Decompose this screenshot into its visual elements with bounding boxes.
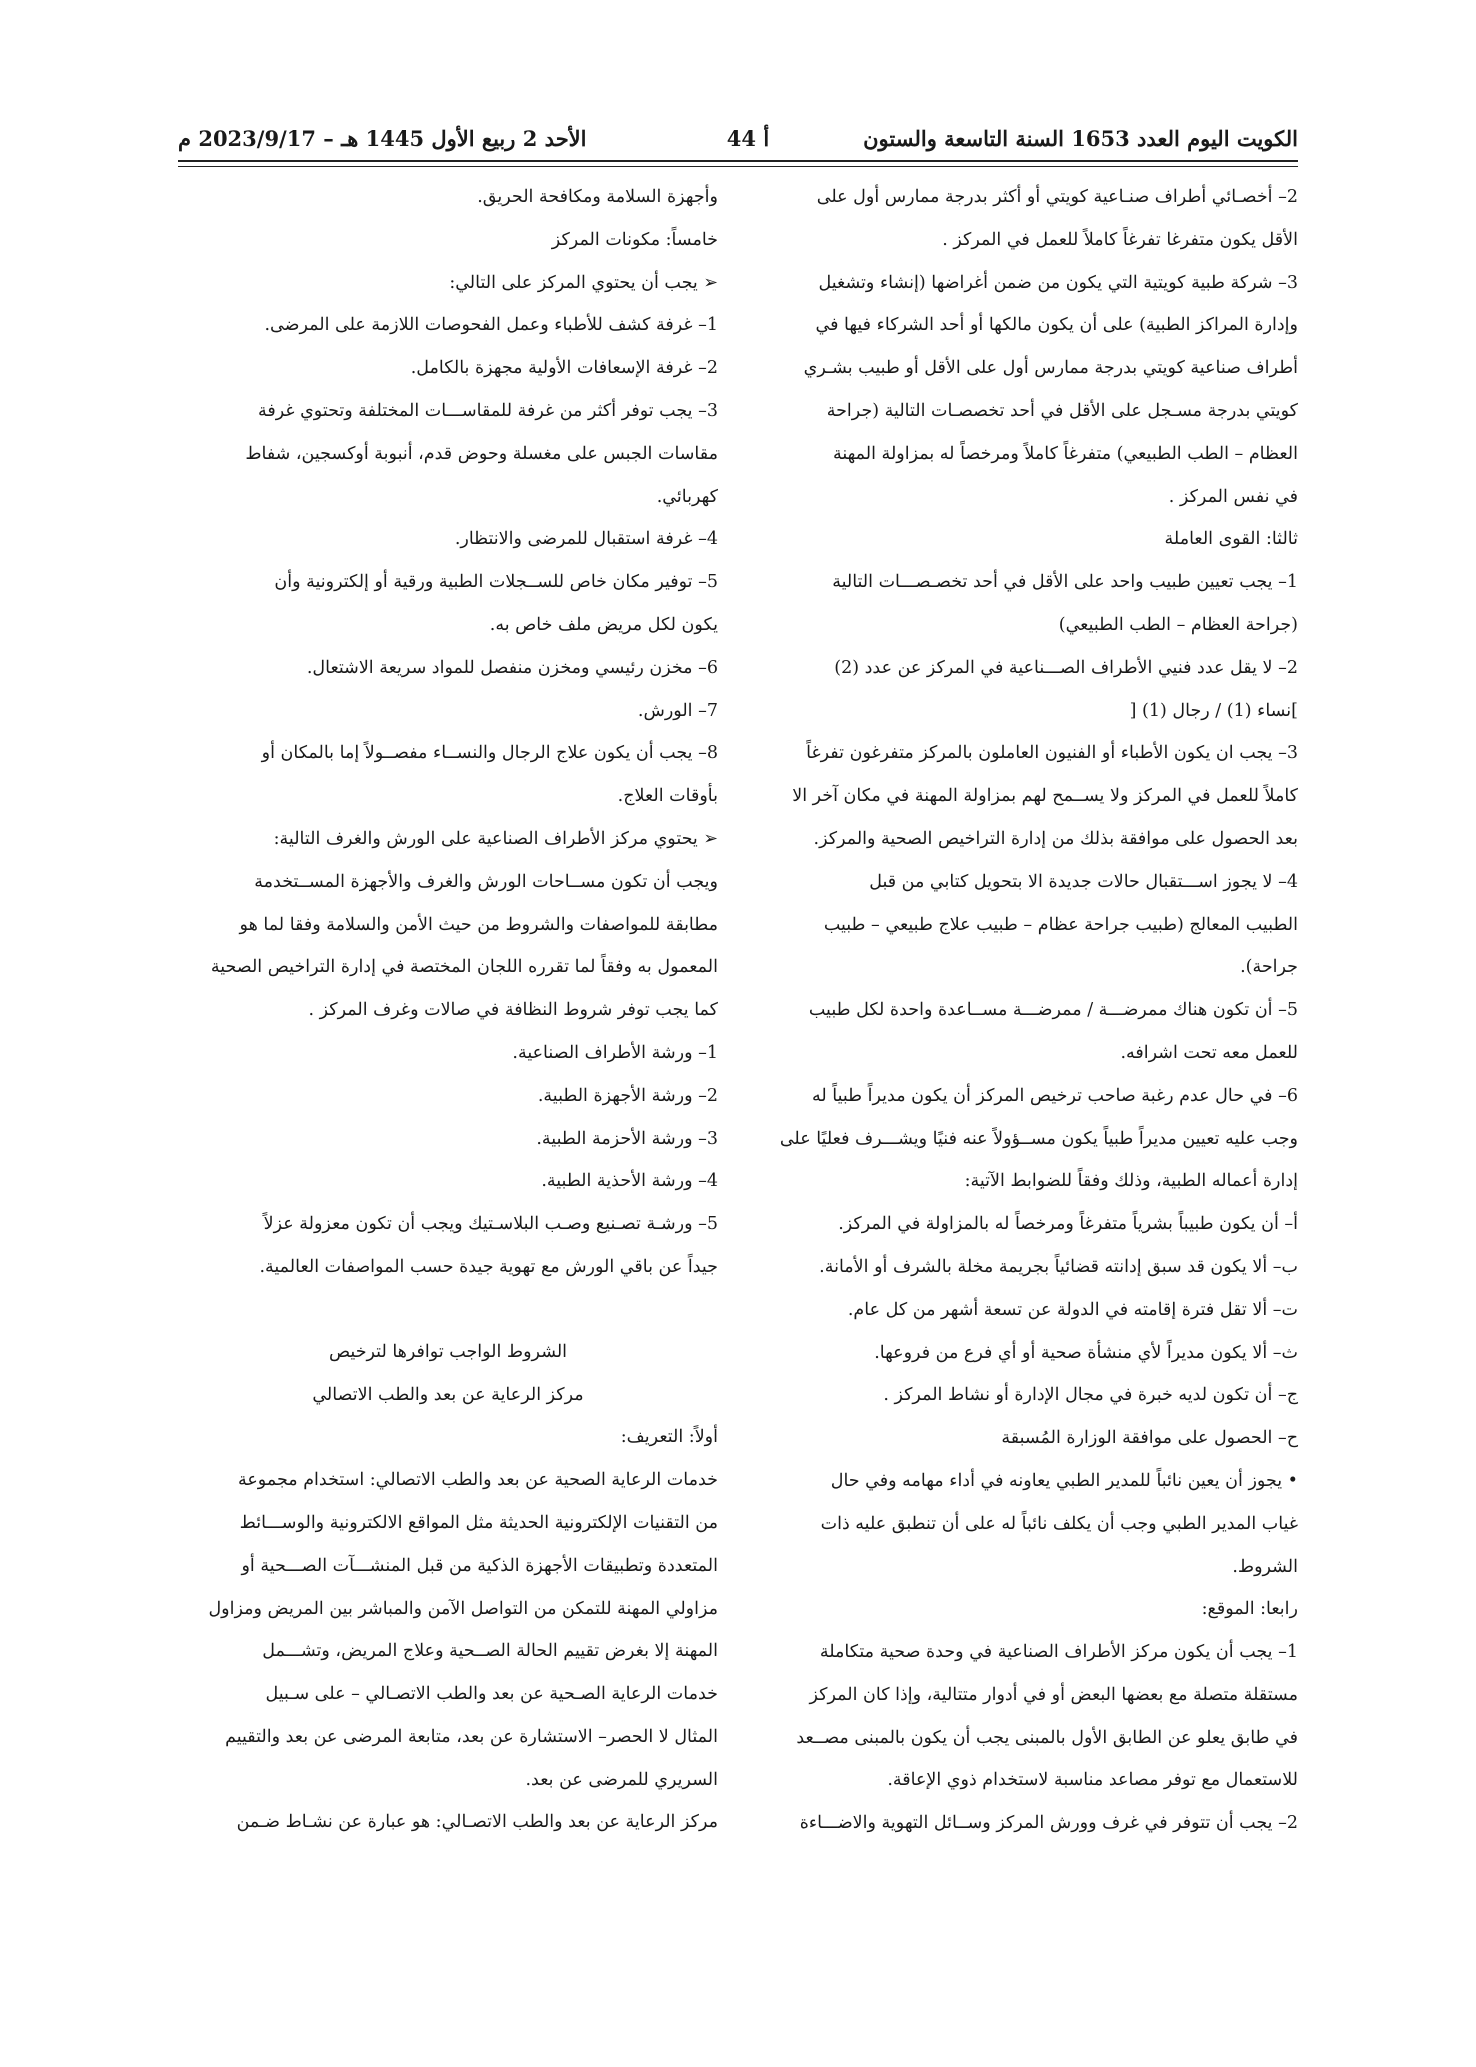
header-issue: الكويت اليوم العدد 1653 السنة التاسعة والستون [863,126,1298,151]
text-line: مركز الرعاية عن بعد والطب الاتصـالي: هو عبارة عن نشـاط ضـمن [236,1812,718,1833]
text-line: أولاً: التعريف: [620,1427,718,1448]
text-line: الأقل يكون متفرغا تفرغاً كاملاً للعمل في المركز . [942,229,1298,250]
text-line: العظام – الطب الطبيعي) متفرغاً كاملاً ومرخصاً له بمزاولة المهنة [832,443,1298,464]
text-line: 6– مخزن رئيسي ومخزن منفصل للمواد سريعة الاشتعال. [306,657,718,678]
text-line: (جراحة العظام – الطب الطبيعي) [1058,614,1298,635]
text-line: الشروط الواجب توافرها لترخيص [328,1341,568,1362]
text-line: بعد الحصول على موافقة بذلك من إدارة التراخيص الصحية والمركز. [813,828,1298,849]
text-line: المثال لا الحصر– الاستشارة عن بعد، متابعة المرضى عن بعد والتقييم [225,1726,718,1747]
text-line: 4– ورشة الأحذية الطبية. [541,1171,718,1192]
text-line: 4– غرفة استقبال للمرضى والانتظار. [454,529,718,550]
text-line: مطابقة للمواصفات والشروط من حيث الأمن والسلامة وفقا لما هو [239,914,718,935]
text-line: 6– في حال عدم رغبة صاحب ترخيص المركز أن يكون مديراً طبياً له [811,1085,1298,1106]
section-title [178,1331,718,1417]
text-line: 4– لا يجوز اســـتقبال حالات جديدة الا بتحويل كتابي من قبل [869,871,1298,892]
text-line: ]نساء (1) / رجال (1) [ [1129,700,1298,721]
text-line: بأوقات العلاج. [617,786,718,807]
text-line: 5– أن تكون هناك ممرضـــة / ممرضـــة مســاعدة واحدة لكل طبيب [808,1000,1298,1021]
text-line: جراحة). [1240,957,1298,978]
text-line: في طابق يعلو عن الطابق الأول بالمبنى يجب أن يكون بالمبنى مصــعد [796,1727,1298,1748]
text-line: كويتي بدرجة مسـجل على الأقل في أحد تخصصـات التالية (جراحة [826,400,1298,421]
text-line: في نفس المركز . [1168,486,1298,507]
text-line: ويجب أن تكون مســاحات الورش والغرف والأجهزة المســتخدمة [254,871,718,892]
text-line: المهنة إلا بغرض تقييم الحالة الصــحية وعلاج المريض، وتشـــمل [262,1641,718,1662]
text-line: 2– ورشة الأجهزة الطبية. [537,1085,718,1106]
text-line: غياب المدير الطبي وجب أن يكلف نائباً له على أن تنطبق عليه ذات [820,1513,1298,1534]
text-line: أ– أن يكون طبيباً بشرياً متفرغاً ومرخصاً له بالمزاولة في المركز. [838,1214,1298,1235]
text-line: 1– ورشة الأطراف الصناعية. [512,1042,718,1063]
text-line: 3– يجب توفر أكثر من غرفة للمقاســـات المختلفة وتحتوي غرفة [257,400,718,421]
text-line: ثالثا: القوى العاملة [1164,529,1298,550]
text-line: 1– يجب تعيين طبيب واحد على الأقل في أحد تخصـصـــات التالية [832,572,1298,593]
text-line: مزاولي المهنة للتمكن من التواصل الآمن والمباشر بين المريض ومزاول [208,1598,718,1619]
text-line: ت– ألا تقل فترة إقامته في الدولة عن تسعة أشهر من كل عام. [847,1299,1298,1320]
left-column-bottom [178,1416,718,1844]
text-line: ح– الحصول على موافقة الوزارة المُسبقة [1001,1428,1298,1449]
text-line: • يجوز أن يعين نائباً للمدير الطبي يعاونه في أداء مهامه وفي حال [830,1470,1298,1491]
header-page-number: أ 44 [726,126,770,151]
text-line: 8– يجب أن يكون علاج الرجال والنســاء مفصــولاً إما بالمكان أو [261,743,718,764]
section-gap [178,1289,718,1331]
header-rule-thick [178,160,1298,162]
text-line: للاستعمال مع توفر مصاعد مناسبة لاستخدام ذوي الإعاقة. [887,1770,1298,1791]
text-line: خدمات الرعاية الصـحية عن بعد والطب الاتصـالي – على سـبيل [265,1684,718,1705]
text-line: خامساً: مكونات المركز [551,229,718,250]
right-column [758,176,1298,1845]
text-line: مقاسات الجبس على مغسلة وحوض قدم، أنبوبة أوكسجين، شفاط [245,443,718,464]
text-line: السريري للمرضى عن بعد. [525,1769,718,1790]
text-line: كاملاً للعمل في المركز ولا يســمح لهم بمزاولة المهنة في مكان آخر الا [792,786,1298,807]
text-line: 3– يجب ان يكون الأطباء أو الفنيون العاملون بالمركز متفرغون تفرغاً [806,743,1298,764]
text-line: 5– توفير مكان خاص للســجلات الطبية ورقية أو إلكترونية وأن [274,572,718,593]
text-line: الطبيب المعالج (طبيب جراحة عظام – طبيب علاج طبيعي – طبيب [823,914,1298,935]
text-line: 2– غرفة الإسعافات الأولية مجهزة بالكامل. [410,358,718,379]
text-line: 5– ورشـة تصـنيع وصـب البلاسـتيك ويجب أن تكون معزولة عزلاً [263,1214,718,1235]
text-line: من التقنيات الإلكترونية الحديثة مثل المواقع الالكترونية والوســـائط [239,1512,718,1533]
text-line: أطراف صناعية كويتي بدرجة ممارس أول على الأقل أو طبيب بشـري [803,358,1298,379]
text-line: ➢ يحتوي مركز الأطراف الصناعية على الورش والغرف التالية: [273,828,718,849]
text-line: وأجهزة السلامة ومكافحة الحريق. [477,187,718,207]
header-rule-thin [178,166,1298,167]
text-line: يكون لكل مريض ملف خاص به. [489,614,718,635]
text-line: رابعا: الموقع: [1201,1599,1298,1620]
text-line: ث– ألا يكون مديراً لأي منشأة صحية أو أي فرع من فروعها. [874,1342,1298,1363]
text-line: إدارة أعماله الطبية، وذلك وفقاً للضوابط الآتية: [964,1171,1298,1192]
text-line: ب– ألا يكون قد سبق إدانته قضائياً بجريمة مخلة بالشرف أو الأمانة. [819,1256,1298,1277]
text-line: ج– أن تكون لديه خبرة في مجال الإدارة أو نشاط المركز . [883,1385,1298,1406]
text-line: خدمات الرعاية الصحية عن بعد والطب الاتصالي: استخدام مجموعة [237,1470,718,1491]
text-line: كهربائي. [656,486,718,507]
text-line: المعمول به وفقاً لما تقرره اللجان المختصة في إدارة التراخيص الصحية [210,957,718,978]
text-line: ➢ يجب أن يحتوي المركز على التالي: [449,272,718,293]
left-column-top [178,176,718,1289]
text-line: للعمل معه تحت اشرافه. [1120,1042,1298,1063]
text-line: مستقلة متصلة مع بعضها البعض أو في أدوار متتالية، وإذا كان المركز [809,1684,1298,1705]
text-line: 2– لا يقل عدد فنيي الأطراف الصـــناعية في المركز عن عدد (2) [834,657,1298,678]
text-line: جيداً عن باقي الورش مع تهوية جيدة حسب المواصفات العالمية. [259,1256,718,1277]
text-line: 3– شركة طبية كويتية التي يكون من ضمن أغراضها (إنشاء وتشغيل [818,272,1298,293]
text-line: 3– ورشة الأحزمة الطبية. [536,1128,718,1149]
left-column [178,176,718,1844]
text-line: وجب عليه تعيين مديراً طبياً يكون مســؤولاً عنه فنيًا ويشـــرف فعليًا على [779,1128,1298,1149]
page-header [178,118,1298,164]
text-line: 2– أخصـائي أطراف صنـاعية كويتي أو أكثر بدرجة ممارس أول على [816,187,1298,207]
text-line: 1– غرفة كشف للأطباء وعمل الفحوصات اللازمة على المرضى. [264,315,718,336]
text-line: 7– الورش. [637,700,718,721]
text-line: 1– يجب أن يكون مركز الأطراف الصناعية في وحدة صحية متكاملة [819,1642,1298,1663]
text-line: وإدارة المراكز الطبية) على أن يكون مالكها أو أحد الشركاء فيها في [815,315,1298,336]
text-line: المتعددة وتطبيقات الأجهزة الذكية من قبل المنشـــآت الصـــحية أو [241,1555,718,1576]
text-line: الشروط. [1232,1556,1298,1577]
text-line: كما يجب توفر شروط النظافة في صالات وغرف المركز . [308,1000,718,1021]
text-line: مركز الرعاية عن بعد والطب الاتصالي [312,1384,584,1405]
header-date: الأحد 2 ربيع الأول 1445 هـ – 2023/9/17 م [178,126,587,151]
text-line: 2– يجب أن تتوفر في غرف وورش المركز وســائل التهوية والاضـــاءة [799,1813,1298,1834]
